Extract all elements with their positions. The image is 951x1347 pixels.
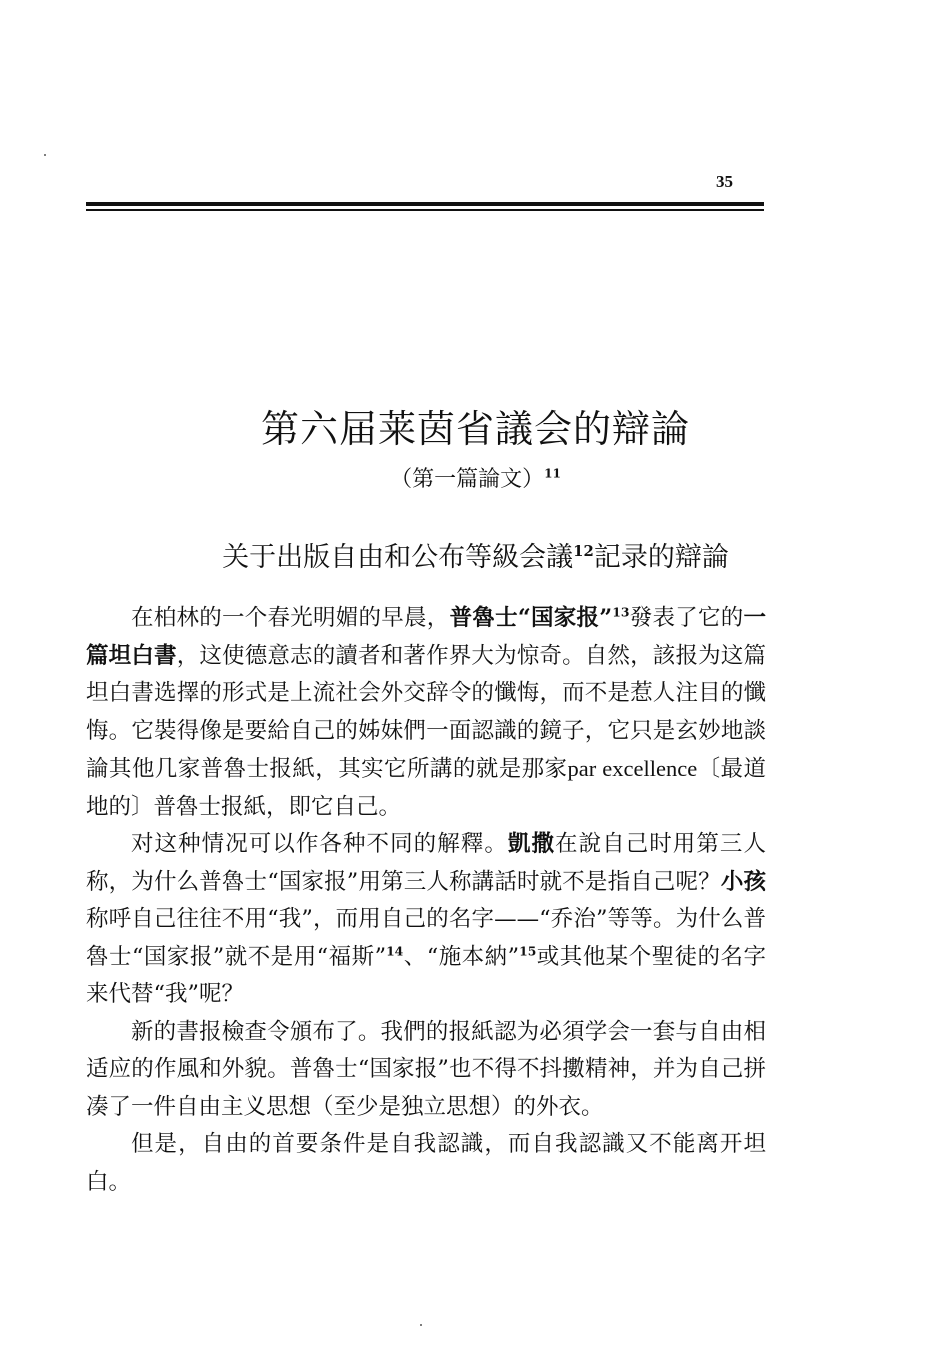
emphasis-text: 一篇坦白書	[86, 605, 766, 669]
emphasis-text: 普魯士	[449, 605, 518, 631]
paragraph-2	[86, 826, 766, 1014]
subtitle-text: （第一篇論文）	[390, 467, 545, 492]
text-run: 在說自己时用第三人称，为什么普魯士“国家报”用第三人称講話时就不是指自己呢？	[86, 831, 766, 895]
section-heading-text: 关于出版自由和公布等級会議	[222, 542, 574, 573]
footnote-ref[interactable]: 12	[573, 542, 594, 560]
text-run: 〔最道地的〕普魯士报紙，即它自己。	[86, 756, 766, 820]
article-subtitle	[0, 462, 951, 493]
emphasis-text: “国家报”	[517, 605, 613, 631]
footnote-ref[interactable]: 14	[386, 943, 404, 958]
footnote-ref[interactable]: 13	[612, 604, 630, 620]
text-run: 發表了它的	[629, 605, 744, 631]
page-number: 35	[716, 172, 733, 191]
text-run: 称呼自己往往不用“我”，而用自己的名字——“乔治”等等。为什么普魯士“国家报”就不是用“福斯”	[86, 906, 766, 970]
latin-phrase: par excellence	[567, 756, 698, 781]
header-rule-thick	[86, 202, 764, 206]
footnote-ref[interactable]: 15	[519, 943, 537, 958]
text-run: 、“施本納”	[403, 943, 520, 970]
text-run: 在柏林的一个春光明媚的早晨，	[131, 605, 450, 631]
emphasis-text: 凱撒	[507, 831, 556, 857]
paragraph-1	[86, 600, 766, 826]
section-heading	[0, 535, 951, 574]
body-text	[86, 600, 766, 1201]
scan-speck	[44, 154, 46, 156]
footnote-ref[interactable]: 11	[544, 466, 561, 481]
text-run: 对这种情况可以作各种不同的解釋。	[131, 831, 508, 857]
section-heading-tail: 記录的辯論	[593, 542, 729, 573]
header-rule-thin	[86, 209, 764, 211]
paragraph-4: 但是，自由的首要条件是自我認識，而自我認識又不能离开坦白。	[86, 1131, 766, 1195]
text-run: 或其他某个聖徒的名字来代替“我”呢？	[86, 943, 766, 1007]
article-title: 第六届莱茵省議会的辯論	[260, 407, 690, 451]
scan-speck	[420, 1324, 422, 1326]
emphasis-text: 小孩	[720, 868, 766, 895]
paragraph-3: 新的書报檢查令頒布了。我們的报紙認为必須学会一套与自由相适应的作風和外貌。普魯士“国家报”也不得不抖擻精神，并为自己拼凑了一件自由主义思想（至少是独立思想）的外衣。	[86, 1018, 766, 1120]
text-run: ，这使德意志的讀者和著作界大为惊奇。自然，該报为这篇坦白書选擇的形式是上流社会外交辞令的懺悔，而不是惹人注目的懺悔。它裝得像是要給自己的姊妹們一面認識的鏡子，它只是玄妙地談論其他几家普魯士报紙，其实它所講的就是那家	[86, 642, 766, 782]
